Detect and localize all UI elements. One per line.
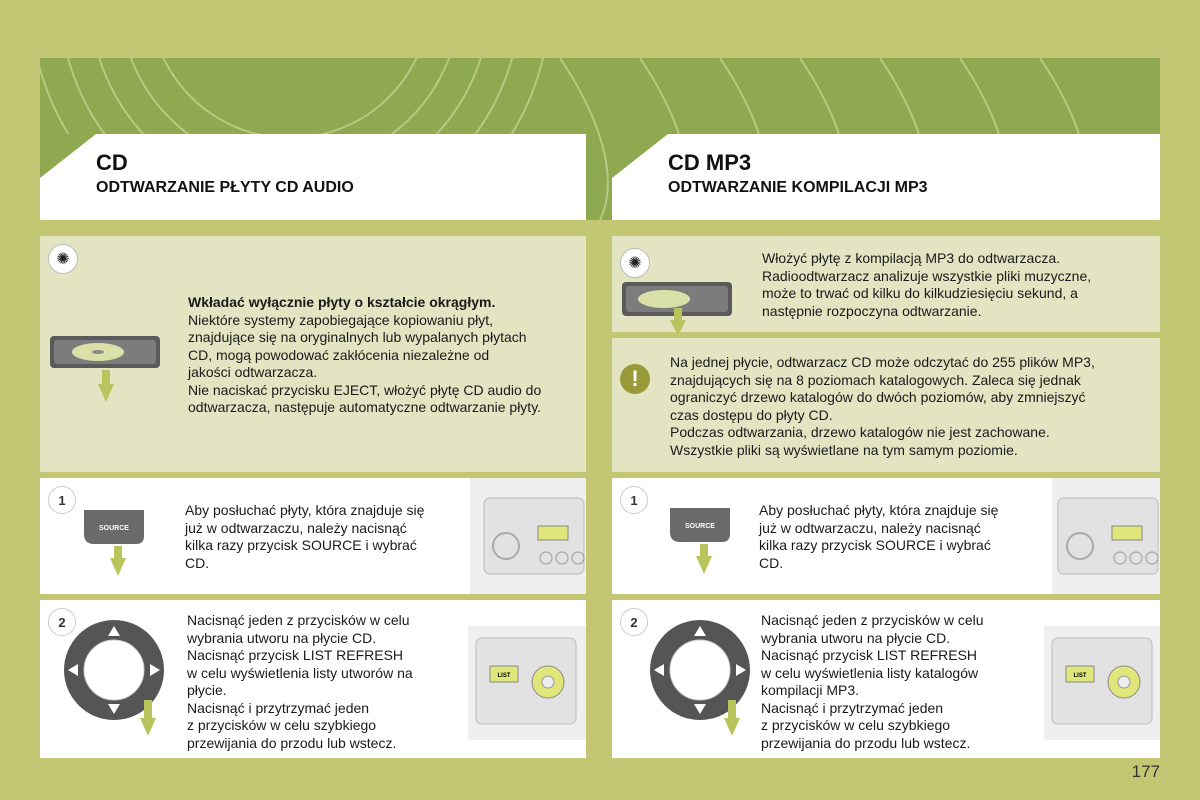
warning-line: Na jednej płycie, odtwarzacz CD może odczytać do 255 plików MP3,: [670, 354, 1095, 370]
step-line: z przycisków w celu szybkiego: [761, 717, 951, 733]
source-button-illustration: [80, 506, 150, 578]
step-line: kompilacji MP3.: [761, 682, 860, 698]
title-corner-decoration: [40, 134, 100, 220]
warning-line: znajdujących się na 8 poziomach katalogowych. Zaleca się jednak: [670, 371, 1081, 388]
step-line: CD.: [759, 554, 784, 571]
page-subtitle: ODTWARZANIE KOMPILACJI MP3: [668, 179, 928, 196]
right-warning-panel: [612, 338, 1160, 472]
step-line: przewijania do przodu lub wstecz.: [761, 734, 971, 751]
step-line: Nacisnąć i przytrzymać jeden: [187, 699, 370, 716]
radio-list-illustration: [468, 626, 586, 740]
tip-line: jakości odtwarzacza.: [188, 364, 318, 380]
tip-bold-line: Wkładać wyłącznie płyty o kształcie okrągłym.: [188, 294, 496, 310]
title-corner-decoration: [612, 134, 672, 220]
step-number: 1: [48, 486, 76, 514]
page-subtitle: ODTWARZANIE PŁYTY CD AUDIO: [96, 179, 354, 196]
step-line: z przycisków w celu szybkiego: [187, 717, 377, 733]
right-step1-panel: [612, 478, 1160, 594]
tip-line: znajdujące się na oryginalnych lub wypalanych płytach: [188, 329, 527, 345]
step-line: Nacisnąć jeden z przycisków w celu: [761, 612, 984, 628]
tip-line: Włożyć płytę z kompilacją MP3 do odtwarzacza.: [762, 250, 1060, 266]
warning-icon: !: [620, 364, 650, 394]
tip-line: CD, mogą powodować zakłócenia niezależne od: [188, 346, 490, 363]
tip-text: [188, 294, 578, 417]
source-button-label: SOURCE: [685, 523, 715, 530]
step-text: [185, 502, 475, 572]
step-line: Aby posłuchać płyty, która znajduje się: [759, 502, 999, 518]
step-line: kilka razy przycisk SOURCE i wybrać: [185, 537, 417, 553]
step-line: Aby posłuchać płyty, która znajduje się: [185, 502, 425, 518]
lightbulb-icon: ✺: [620, 248, 650, 278]
tip-text: [762, 250, 1152, 320]
radio-insert-cd-illustration: [50, 332, 160, 402]
step-number: 2: [620, 608, 648, 636]
step-number: 1: [620, 486, 648, 514]
navigation-dpad-illustration: [648, 618, 758, 740]
right-tip-panel: [612, 236, 1160, 332]
radio-list-illustration: [1044, 626, 1160, 740]
left-tip-panel: [40, 236, 586, 472]
step-line: Nacisnąć i przytrzymać jeden: [761, 699, 944, 716]
tip-line: Niektóre systemy zapobiegające kopiowaniu płyt,: [188, 311, 494, 328]
step-line: płycie.: [187, 682, 227, 698]
step-line: wybrania utworu na płycie CD.: [761, 629, 951, 646]
step-line: Nacisnąć przycisk LIST REFRESH: [187, 647, 404, 663]
step-line: wybrania utworu na płycie CD.: [187, 629, 377, 646]
radio-panel-illustration: [1052, 478, 1160, 594]
step-line: przewijania do przodu lub wstecz.: [187, 734, 397, 751]
warning-line: ograniczyć drzewo katalogów do dwóch poziomów, aby zmniejszyć: [670, 389, 1086, 405]
step-line: Nacisnąć jeden z przycisków w celu: [187, 612, 410, 628]
right-title-box: [612, 134, 1160, 220]
list-button-label: LIST: [1073, 673, 1087, 679]
step-line: Nacisnąć przycisk LIST REFRESH: [761, 647, 978, 663]
tip-line: może to trwać od kilku do kilkudziesięciu sekund, a: [762, 285, 1078, 301]
tip-line: następnie rozpoczyna odtwarzanie.: [762, 302, 982, 319]
warning-line: Podczas odtwarzania, drzewo katalogów nie jest zachowane.: [670, 424, 1050, 440]
page-title: CD: [96, 150, 128, 175]
step-text: [761, 612, 1051, 752]
warning-line: Wszystkie pliki są wyświetlane na tym samym poziomie.: [670, 441, 1018, 458]
source-button-label: SOURCE: [99, 525, 129, 532]
navigation-dpad-illustration: [62, 618, 172, 740]
source-button-illustration: [666, 504, 736, 576]
left-step2-panel: [40, 600, 586, 758]
lightbulb-icon: ✺: [48, 244, 78, 274]
warning-text: [670, 354, 1156, 459]
tip-line: odtwarzacza, następuje automatyczne odtwarzanie płyty.: [188, 399, 542, 415]
left-title-box: [40, 134, 586, 220]
step-line: w celu wyświetlenia listy katalogów: [761, 664, 979, 681]
step-text: [187, 612, 477, 752]
step-line: już w odtwarzaczu, należy nacisnąć: [185, 519, 407, 536]
step-number: 2: [48, 608, 76, 636]
step-line: kilka razy przycisk SOURCE i wybrać: [759, 537, 991, 553]
step-line: już w odtwarzaczu, należy nacisnąć: [759, 519, 981, 536]
step-line: w celu wyświetlenia listy utworów na: [187, 664, 413, 681]
warning-line: czas dostępu do płyty CD.: [670, 406, 833, 423]
step-text: [759, 502, 1049, 572]
right-step2-panel: [612, 600, 1160, 758]
radio-panel-illustration: [470, 478, 586, 594]
page-title: CD MP3: [668, 150, 752, 175]
page-number: 177: [1131, 762, 1160, 781]
radio-insert-cd-illustration: [622, 280, 732, 340]
left-step1-panel: [40, 478, 586, 594]
list-button-label: LIST: [497, 673, 511, 679]
tip-line: Radioodtwarzacz analizuje wszystkie pliki muzyczne,: [762, 267, 1092, 284]
tip-line: Nie naciskać przycisku EJECT, włożyć płytę CD audio do: [188, 381, 542, 398]
step-line: CD.: [185, 554, 210, 571]
